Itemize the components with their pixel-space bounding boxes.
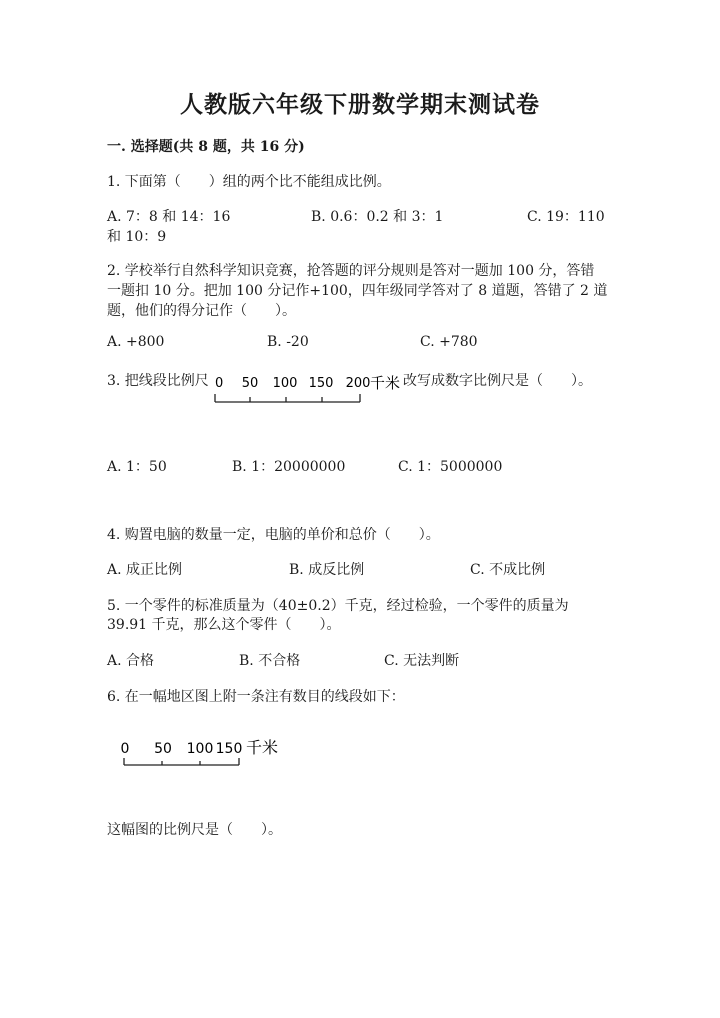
q5-stem-line-2: 39.91 千克，那么这个零件（ ）。 <box>107 617 341 633</box>
q3-scale-tick-50: 50 <box>241 376 259 391</box>
q5-option-c[interactable]: C. 无法判断 <box>384 653 460 669</box>
q5-option-a[interactable]: A. 合格 <box>107 653 155 669</box>
q5-option-b[interactable]: B. 不合格 <box>239 653 301 669</box>
q3-option-b[interactable]: B. 1：20000000 <box>232 459 346 475</box>
q3-stem-after: 改写成数字比例尺是（ ）。 <box>403 373 592 389</box>
q4-option-a[interactable]: A. 成正比例 <box>107 562 183 578</box>
q6-question: 这幅图的比例尺是（ ）。 <box>107 822 282 838</box>
q2-stem-line-2: 一题扣 10 分。把加 100 分记作+100，四年级同学答对了 8 道题，答错了 2 道 <box>107 283 608 299</box>
q4-stem: 4. 购置电脑的数量一定，电脑的单价和总价（ ）。 <box>107 527 440 543</box>
q3-scale-tick-200: 200 <box>345 376 371 391</box>
q6-scale-unit: 千米 <box>246 738 279 757</box>
q2-option-b[interactable]: B. -20 <box>267 334 309 350</box>
q1-option-c[interactable]: C. 19：110 <box>527 209 605 225</box>
q3-scale-tick-0: 0 <box>215 376 224 391</box>
q6-stem: 6. 在一幅地区图上附一条注有数目的线段如下： <box>107 689 405 705</box>
q6-scale-tick-0: 0 <box>120 741 130 757</box>
q1-stem: 1. 下面第（ ）组的两个比不能组成比例。 <box>107 174 391 190</box>
q1-option-a[interactable]: A. 7：8 和 14：16 <box>107 209 231 225</box>
q2-stem-line-3: 题，他们的得分记作（ ）。 <box>107 303 296 319</box>
q3-scale-tick-100: 100 <box>272 376 298 391</box>
q4-option-c[interactable]: C. 不成比例 <box>470 562 546 578</box>
q6-scale-tick-150: 150 <box>215 741 243 757</box>
q3-stem-before: 3. 把线段比例尺 <box>107 373 209 389</box>
q5-stem-line-1: 5. 一个零件的标准质量为（40±0.2）千克，经过检验，一个零件的质量为 <box>107 598 569 614</box>
q3-option-c[interactable]: C. 1：5000000 <box>398 459 503 475</box>
q1-option-c-continued: 和 10：9 <box>107 229 167 245</box>
q4-option-b[interactable]: B. 成反比例 <box>289 562 365 578</box>
q6-scale-ruler <box>124 758 239 765</box>
q6-scale-tick-100: 100 <box>186 741 214 757</box>
q2-option-c[interactable]: C. +780 <box>420 334 478 350</box>
q3-line-scale <box>210 372 402 408</box>
section-heading: 一. 选择题(共 8 题，共 16 分) <box>107 139 305 155</box>
q6-line-scale <box>116 738 286 770</box>
q2-option-a[interactable]: A. +800 <box>107 334 165 350</box>
q1-option-b[interactable]: B. 0.6：0.2 和 3：1 <box>311 209 444 225</box>
q3-scale-unit: 千米 <box>370 374 401 392</box>
q6-scale-tick-50: 50 <box>154 741 172 757</box>
page-title: 人教版六年级下册数学期末测试卷 <box>180 91 540 118</box>
q3-scale-tick-150: 150 <box>308 376 334 391</box>
q3-scale-ruler <box>215 394 360 402</box>
q2-stem-line-1: 2. 学校举行自然科学知识竞赛，抢答题的评分规则是答对一题加 100 分，答错 <box>107 263 595 279</box>
q3-option-a[interactable]: A. 1：50 <box>107 459 167 475</box>
